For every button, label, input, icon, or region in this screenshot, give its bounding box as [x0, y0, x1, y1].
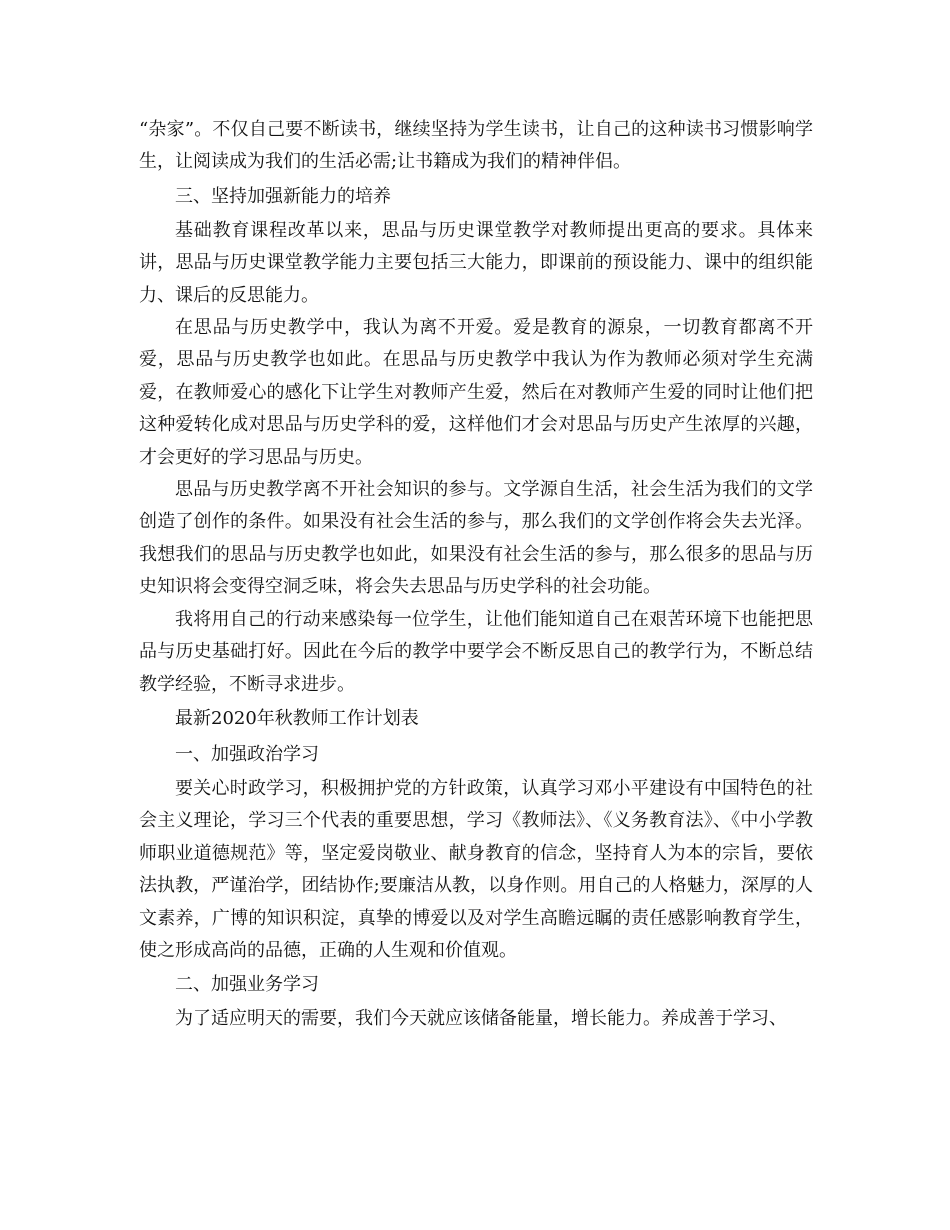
document-page	[139, 114, 813, 1036]
paragraph-political-study: 要关心时政学习，积极拥护党的方针政策，认真学习邓小平建设有中国特色的社会主义理论，学习三个代表的重要思想，学习《教师法》、《义务教育法》、《中小学教师职业道德规范》等，坚定爱岗敬业、献身教育的信念，坚持育人为本的宗旨，要依法执教，严谨治学，团结协作;要廉洁从教，以身作则。用自己的人格魅力，深厚的人文素养，广博的知识积淀，真挚的博爱以及对学生高瞻远瞩的责任感影响教育学生，使之形成高尚的品德，正确的人生观和价值观。	[139, 777, 813, 961]
paragraph-reading-habit: “杂家”。不仅自己要不断读书，继续坚持为学生读书，让自己的这种读书习惯影响学生，让阅读成为我们的生活必需;让书籍成为我们的精神伴侣。	[139, 119, 813, 173]
paragraph-curriculum-reform: 基础教育课程改革以来，思品与历史课堂教学对教师提出更高的要求。具体来讲，思品与历史课堂教学能力主要包括三大能力，即课前的预设能力、课中的组织能力、课后的反思能力。	[139, 219, 813, 306]
document-subtitle: 最新2020年秋教师工作计划表	[175, 707, 419, 729]
section-heading-political-study: 一、加强政治学习	[175, 743, 319, 765]
paragraph-self-reflection: 我将用自己的行动来感染每一位学生，让他们能知道自己在艰苦环境下也能把思品与历史基础打好。因此在今后的教学中要学会不断反思自己的教学行为，不断总结教学经验，不断寻求进步。	[139, 608, 813, 695]
paragraph-love-in-teaching: 在思品与历史教学中，我认为离不开爱。爱是教育的源泉，一切教育都离不开爱，思品与历史教学也如此。在思品与历史教学中我认为作为教师必须对学生充满爱，在教师爱心的感化下让学生对教师产生爱，然后在对教师产生爱的同时让他们把这种爱转化成对思品与历史学科的爱，这样他们才会对思品与历史产生浓厚的兴趣，才会更好的学习思品与历史。	[139, 317, 813, 468]
paragraph-professional-study: 为了适应明天的需要，我们今天就应该储备能量，增长能力。养成善于学习、	[175, 1008, 787, 1030]
paragraph-social-knowledge: 思品与历史教学离不开社会知识的参与。文学源自生活，社会生活为我们的文学创造了创作的条件。如果没有社会生活的参与，那么我们的文学创作将会失去光泽。我想我们的思品与历史教学也如此，如果没有社会生活的参与，那么很多的思品与历史知识将会变得空洞乏味，将会失去思品与历史学科的社会功能。	[139, 479, 813, 598]
section-heading-new-ability: 三、坚持加强新能力的培养	[175, 185, 391, 207]
section-heading-professional-study: 二、加强业务学习	[175, 974, 319, 996]
